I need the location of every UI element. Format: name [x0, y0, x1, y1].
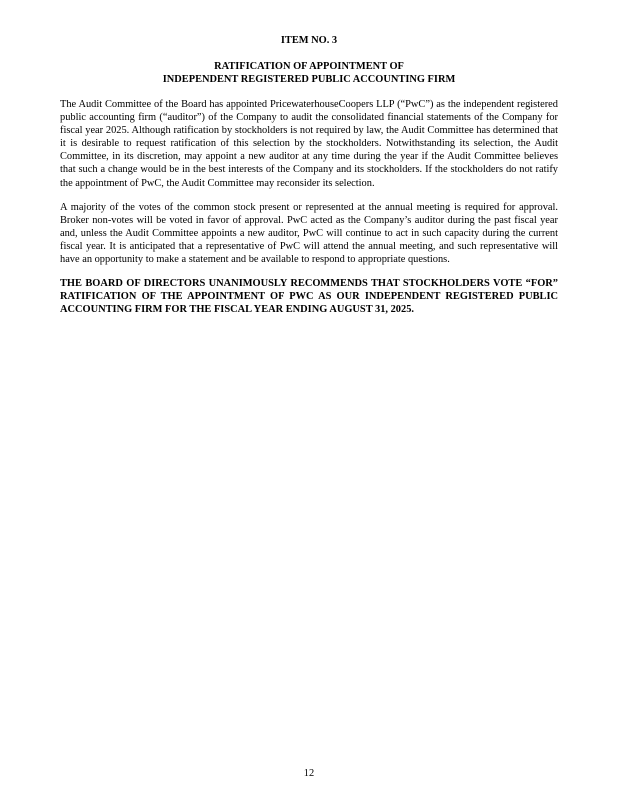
item-heading: ITEM NO. 3 — [280, 35, 338, 46]
board-recommendation: THE BOARD OF DIRECTORS UNANIMOUSLY RECOMMENDS THAT STOCKHOLDERS VOTE “FOR” RATIFICATION OF THE APPOINTMENT OF PWC AS OUR INDEPENDENT REGISTERED PUBLIC ACCOUNTING FIRM FOR THE FISCAL YEAR ENDING AUGUST 31, 2025. — [60, 278, 558, 316]
document-page — [60, 34, 558, 316]
section-title-line-1: RATIFICATION OF APPOINTMENT OF — [214, 61, 404, 72]
body-paragraph-1: The Audit Committee of the Board has appointed PricewaterhouseCoopers LLP (“PwC”) as the independent registered public accounting firm (“auditor”) of the Company to audit the consolidated financial statements of the Company for fiscal year 2025. Although ratification by stockholders is not required by law, the Audit Committee has determined that it is desirable to request ratification of this selection by the stockholders. Notwithstanding its selection, the Audit Committee, in its discretion, may appoint a new auditor at any time during the year if the Audit Committee believes that such a change would be in the best interests of the Company and its stockholders. If the stockholders do not ratify the appointment of PwC, the Audit Committee may reconsider its selection. — [60, 99, 558, 189]
page-number: 12 — [303, 768, 315, 779]
section-title — [60, 60, 558, 86]
section-title-line-2: INDEPENDENT REGISTERED PUBLIC ACCOUNTING FIRM — [162, 74, 456, 85]
body-paragraph-2: A majority of the votes of the common stock present or represented at the annual meeting is required for approval. Broker non-votes will be voted in favor of approval. PwC acted as the Company’s auditor during the past fiscal year and, unless the Audit Committee appoints a new auditor, PwC will continue to act in such capacity during the current fiscal year. It is anticipated that a representative of PwC will attend the annual meeting, and such representative will have an opportunity to make a statement and be available to respond to appropriate questions. — [60, 201, 558, 266]
